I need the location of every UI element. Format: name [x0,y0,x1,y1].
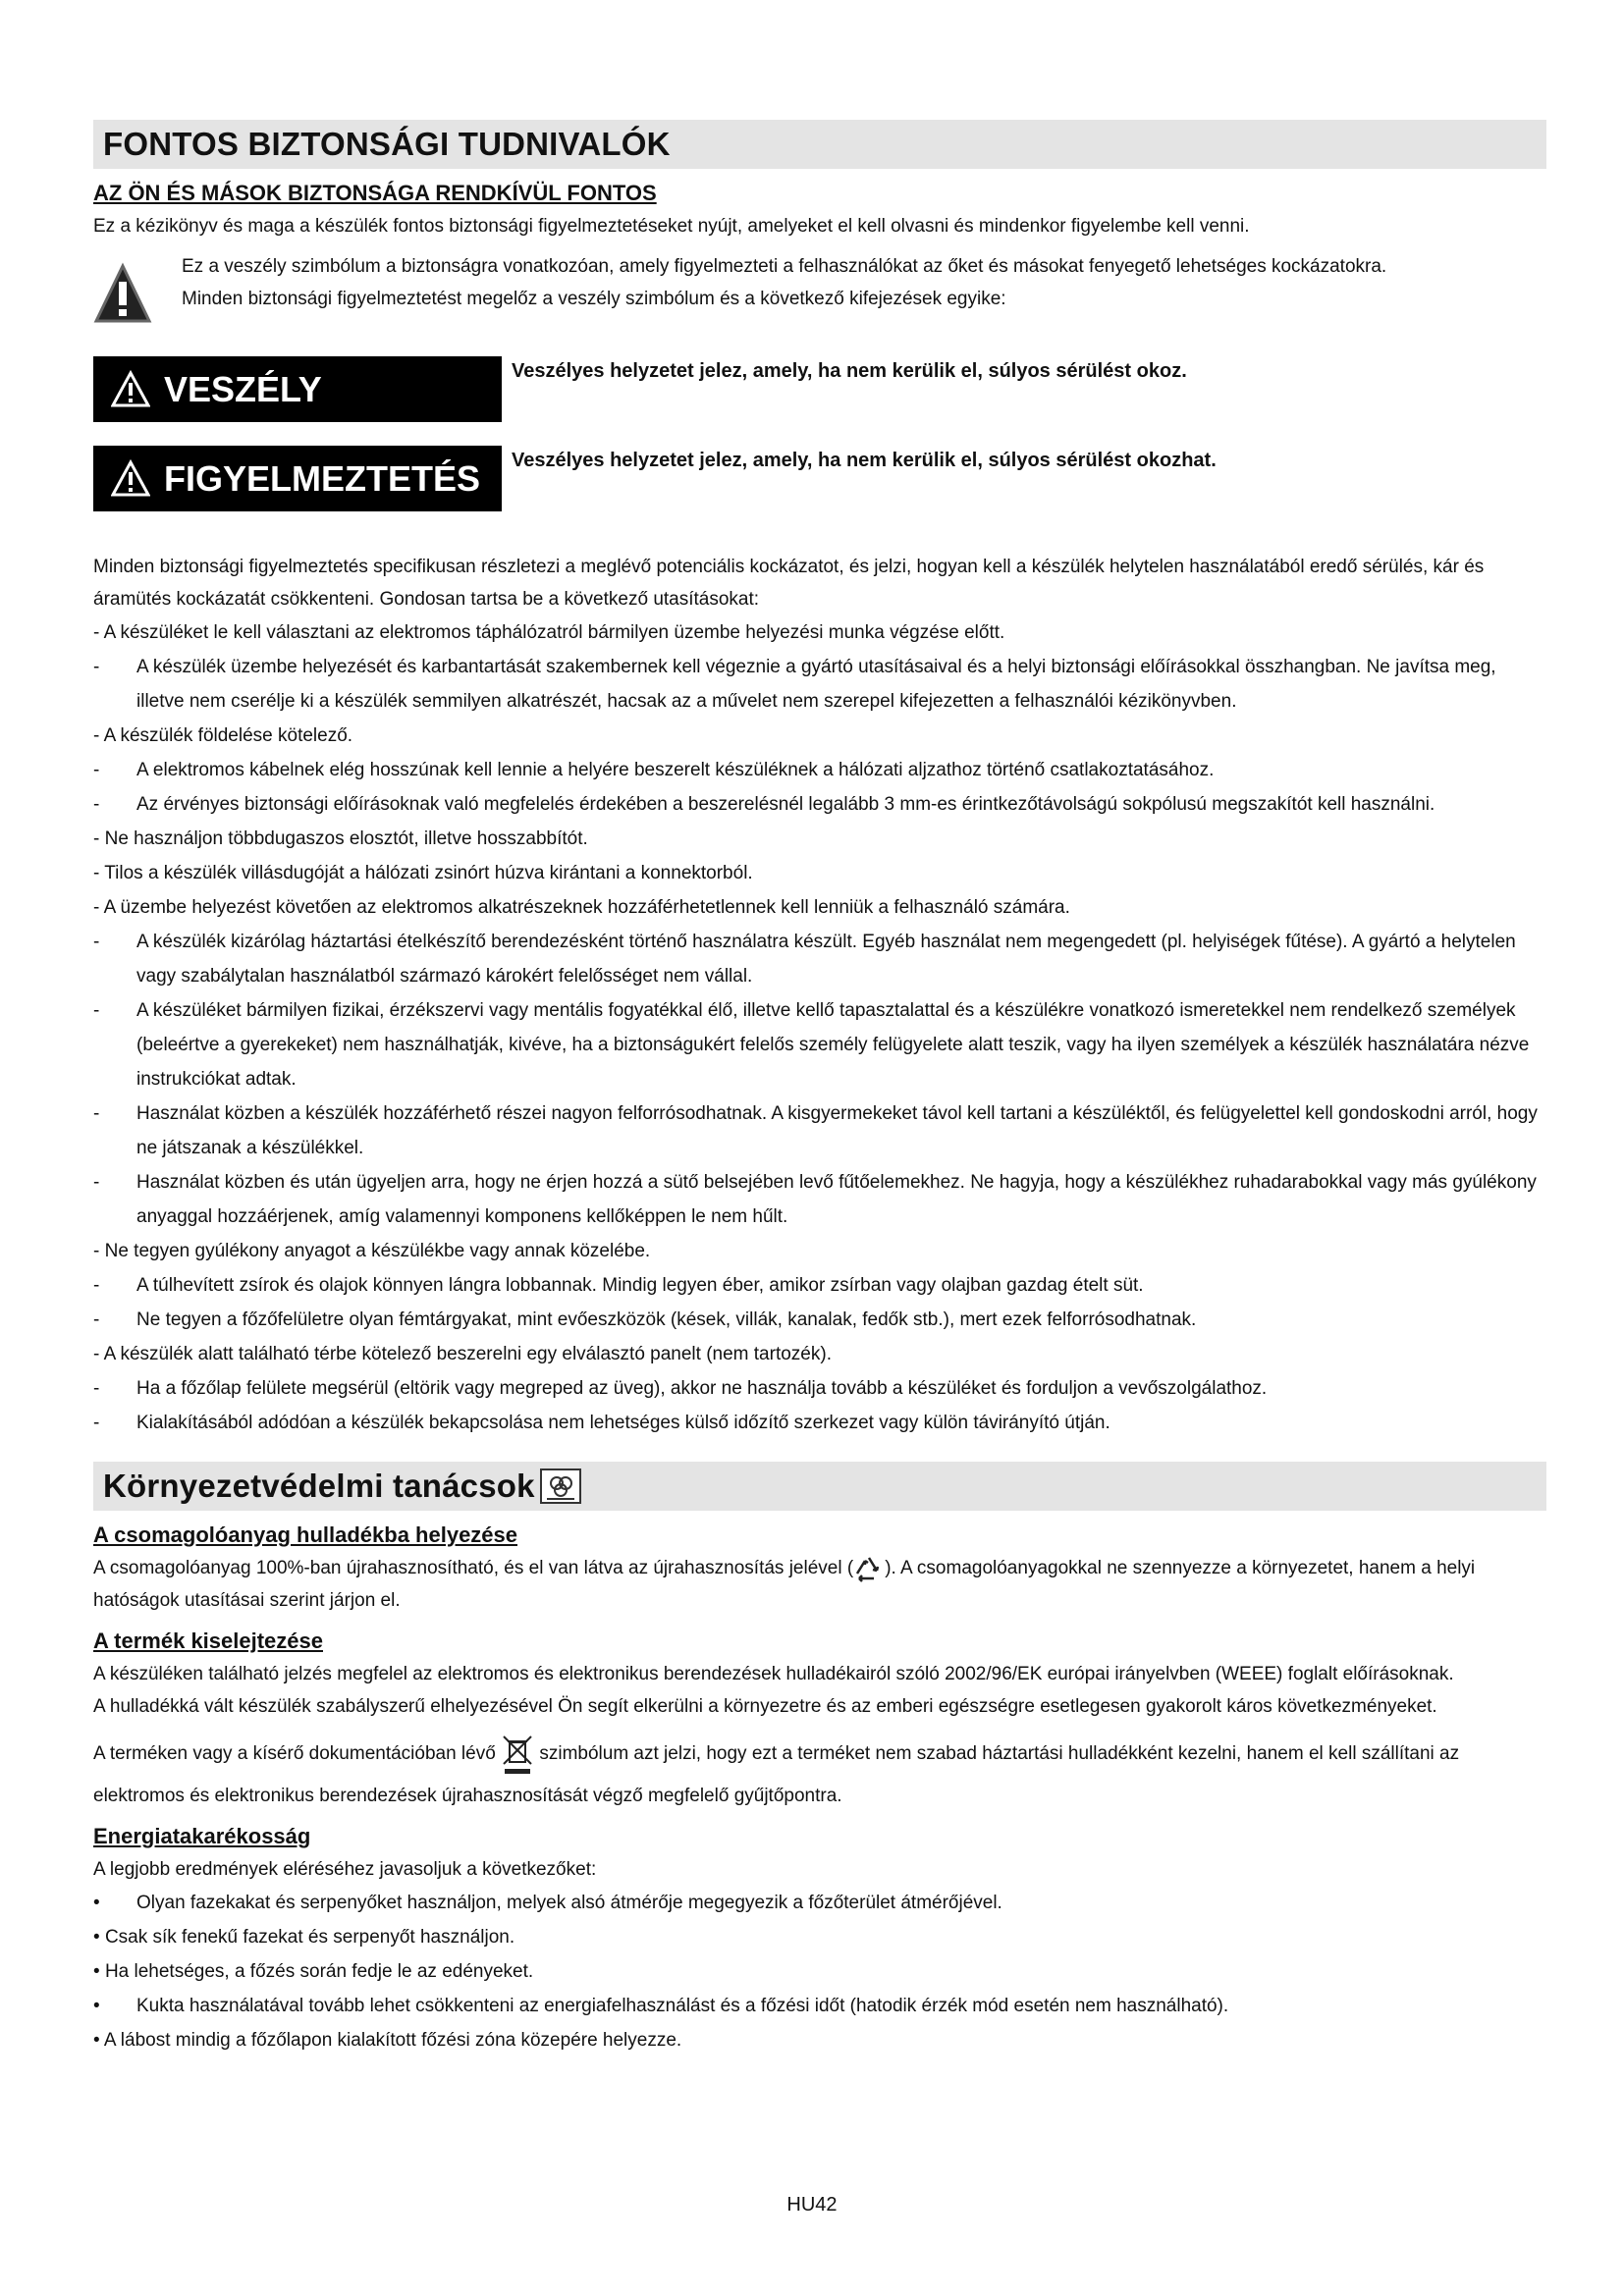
list-item: - A készülék földelése kötelező. [93,719,1546,753]
energy-tips-list [93,1886,1546,2057]
disposal-heading: A termék kiselejtezése [93,1629,323,1653]
list-item: • A lábost mindig a főzőlapon kialakított főzési zóna közepére helyezze. [93,2023,1546,2057]
list-item: - Ha a főzőlap felülete megsérül (eltörik vagy megreped az üveg), akkor ne használja tovább a készüléket és forduljon a vevőszolgálathoz. [93,1371,1546,1406]
packaging-heading: A csomagolóanyag hulladékba helyezése [93,1522,518,1547]
list-item: • Kukta használatával tovább lehet csökkenteni az energiafelhasználást és a főzési időt (hatodik érzék mód esetén nem használható). [93,1989,1546,2023]
packaging-text-b: ). A csomagolóanyagokkal ne szennyezze a környezetet, hanem a helyi hatóságok utasításai szerint járjon el. [93,1558,1476,1611]
list-item: - A készülék alatt található térbe kötelező beszerelni egy elválasztó panelt (nem tartozék). [93,1337,1546,1371]
section-title-environment [93,1462,1546,1511]
disposal-text-4: elektromos és elektronikus berendezések újrahasznosítását végző megfelelő gyűjtőpontra. [93,1786,842,1806]
disposal-text-3b: szimbólum azt jelzi, hogy ezt a terméket nem szabad háztartási hulladékként kezelni, hanem el kell szállítani az [539,1743,1460,1765]
list-item: - A készüléket le kell választani az elektromos táphálózatról bármilyen üzembe helyezési munka végzése előtt. [93,615,1546,650]
list-item: - A túlhevített zsírok és olajok könnyen lángra lobbannak. Mindig legyen éber, amikor zsírban vagy olajban gazdag ételt süt. [93,1268,1546,1303]
page-number: HU42 [786,2194,838,2216]
list-item: - Használat közben és után ügyeljen arra, hogy ne érjen hozzá a sütő belsejében levő fűtőelemekhez. Ne hagyja, hogy a készülékhez ruhadarabokkal vagy más gyúlékony anyaggal hozzáérjenek, amíg valamennyi komponens kellőképpen le nem hűlt. [93,1165,1546,1234]
danger-description: Veszélyes helyzetet jelez, amely, ha nem kerülik el, súlyos sérülést okoz. [512,360,1187,382]
warning-triangle-icon [111,459,150,499]
recycle-icon [853,1555,885,1582]
list-item: - A készülék üzembe helyezését és karbantartását szakembernek kell végeznie a gyártó utasításaival és a helyi biztonsági előírásokkal összhangban. Ne javítsa meg, illetve nem cserélje ki a készülék semmilyen alkatrészét, hacsak az a művelet nem szerepel kifejezetten a felhasználói kézikönyvben. [93,650,1546,719]
list-item: • Csak sík fenekű fazekat és serpenyőt használjon. [93,1920,1546,1954]
safety-intro: Ez a kézikönyv és maga a készülék fontos biztonsági figyelmeztetéseket nyújt, amelyeket el kell olvasni és mindenkor figyelembe kell venni. [93,216,1250,237]
general-warning-text: Minden biztonsági figyelmeztetés specifikusan részletezi a meglévő potenciális kockázatot, és jelzi, hogyan kell a készülék helytelen használatából eredő sérülés, kár és áramütés kockázatát csökkenteni. Gondosan tartsa be a következő utasításokat: [93,557,1485,610]
list-item: - A készüléket bármilyen fizikai, érzékszervi vagy mentális fogyatékkal élő, illetve kellő tapasztalattal és a készülékre vonatkozó ismeretekkel nem rendelkező személyek (beleértve a gyerekeket) nem használhatják, kivéve, ha a biztonságukért felelős személy felügyelete alatt teszik, vagy ha ilyen személyek a készülék használatára nézve instrukciókat adtak. [93,993,1546,1096]
list-item: - Kialakításából adódóan a készülék bekapcsolása nem lehetséges külső időzítő szerkezet vagy külön távirányító útján. [93,1406,1546,1440]
disposal-text-3a: A terméken vagy a kísérő dokumentációban lévő [93,1743,496,1765]
list-item: - Tilos a készülék villásdugóját a hálózati zsinórt húzva kirántani a konnektorból. [93,856,1546,890]
document-page [93,120,1546,2057]
list-item: - A elektromos kábelnek elég hosszúnak kell lennie a helyére beszerelt készüléknek a hálózati aljzathoz történő csatlakoztatásához. [93,753,1546,787]
warning-triangle-icon [93,260,152,329]
danger-signal-box [93,356,502,422]
packaging-paragraph [93,1552,1546,1617]
warning-description: Veszélyes helyzetet jelez, amely, ha nem kerülik el, súlyos sérülést okozhat. [512,450,1217,471]
environment-title: Környezetvédelmi tanácsok [103,1468,535,1504]
disposal-paragraph-3 [93,1733,1546,1776]
danger-label: VESZÉLY [164,368,322,409]
warning-row [93,446,1546,511]
warning-signal-box [93,446,502,511]
energy-heading: Energiatakarékosság [93,1824,311,1848]
list-item: - A üzembe helyezést követően az elektromos alkatrészeknek hozzáférhetetlennek kell lenniük a felhasználó számára. [93,890,1546,925]
disposal-text-2: A hulladékká vált készülék szabályszerű elhelyezésével Ön segít elkerülni a környezetre és az emberi egészségre esetlegesen gyakorolt káros következményeket. [93,1696,1437,1717]
list-item: - Az érvényes biztonsági előírásoknak való megfelelés érdekében a beszerelésnél legalább 3 mm-es érintkezőtávolságú sokpólusú megszakítót kell használni. [93,787,1546,822]
warning-label: FIGYELMEZTETÉS [164,457,481,499]
symbol-explanation-line2: Minden biztonsági figyelmeztetést megelőz a veszély szimbólum és a következő kifejezések egyike: [182,289,1006,309]
list-item: • Olyan fazekakat és serpenyőket használjon, melyek alsó átmérője megegyezik a főzőterület átmérőjével. [93,1886,1546,1920]
safety-instructions-list [93,615,1546,1440]
list-item: - Ne tegyen gyúlékony anyagot a készülékbe vagy annak közelébe. [93,1234,1546,1268]
danger-row [93,356,1546,422]
list-item: - Ne használjon többdugaszos elosztót, illetve hosszabbítót. [93,822,1546,856]
disposal-text-1: A készüléken található jelzés megfelel az elektromos és elektronikus berendezések hulladékairól szóló 2002/96/EK európai irányelvben (WEEE) foglalt előírásoknak. [93,1664,1454,1684]
crossed-bin-icon [501,1733,534,1776]
list-item: - Ne tegyen a főzőfelületre olyan fémtárgyakat, mint evőeszközök (kések, villák, kanalak, fedők stb.), mert ezek felforrósodhatnak. [93,1303,1546,1337]
energy-intro: A legjobb eredmények eléréséhez javasoljuk a következőket: [93,1859,597,1880]
list-item: • Ha lehetséges, a főzés során fedje le az edényeket. [93,1954,1546,1989]
symbol-explanation-line1: Ez a veszély szimbólum a biztonságra vonatkozóan, amely figyelmezteti a felhasználókat az őket és másokat fenyegető lehetséges kockázatokra. [182,256,1387,277]
list-item: - Használat közben a készülék hozzáférhető részei nagyon felforrósodhatnak. A kisgyermekeket távol kell tartani a készüléktől, és felügyelettel kell gondoskodni arról, hogy ne játszanak a készülékkel. [93,1096,1546,1165]
warning-triangle-icon [111,370,150,409]
safety-subtitle: AZ ÖN ÉS MÁSOK BIZTONSÁGA RENDKÍVÜL FONTOS [93,181,657,205]
section-title-safety: FONTOS BIZTONSÁGI TUDNIVALÓK [93,120,1546,169]
packaging-text-a: A csomagolóanyag 100%-ban újrahasznosítható, és el van látva az újrahasznosítás jelével ( [93,1558,854,1578]
environment-icon [539,1468,582,1505]
danger-symbol-explanation [93,250,1546,329]
list-item: - A készülék kizárólag háztartási ételkészítő berendezésként történő használatra készült. Egyéb használat nem megengedett (pl. helyiségek fűtése). A gyártó a helytelen vagy szabálytalan használatból származó károkért felelősséget nem vállal. [93,925,1546,993]
